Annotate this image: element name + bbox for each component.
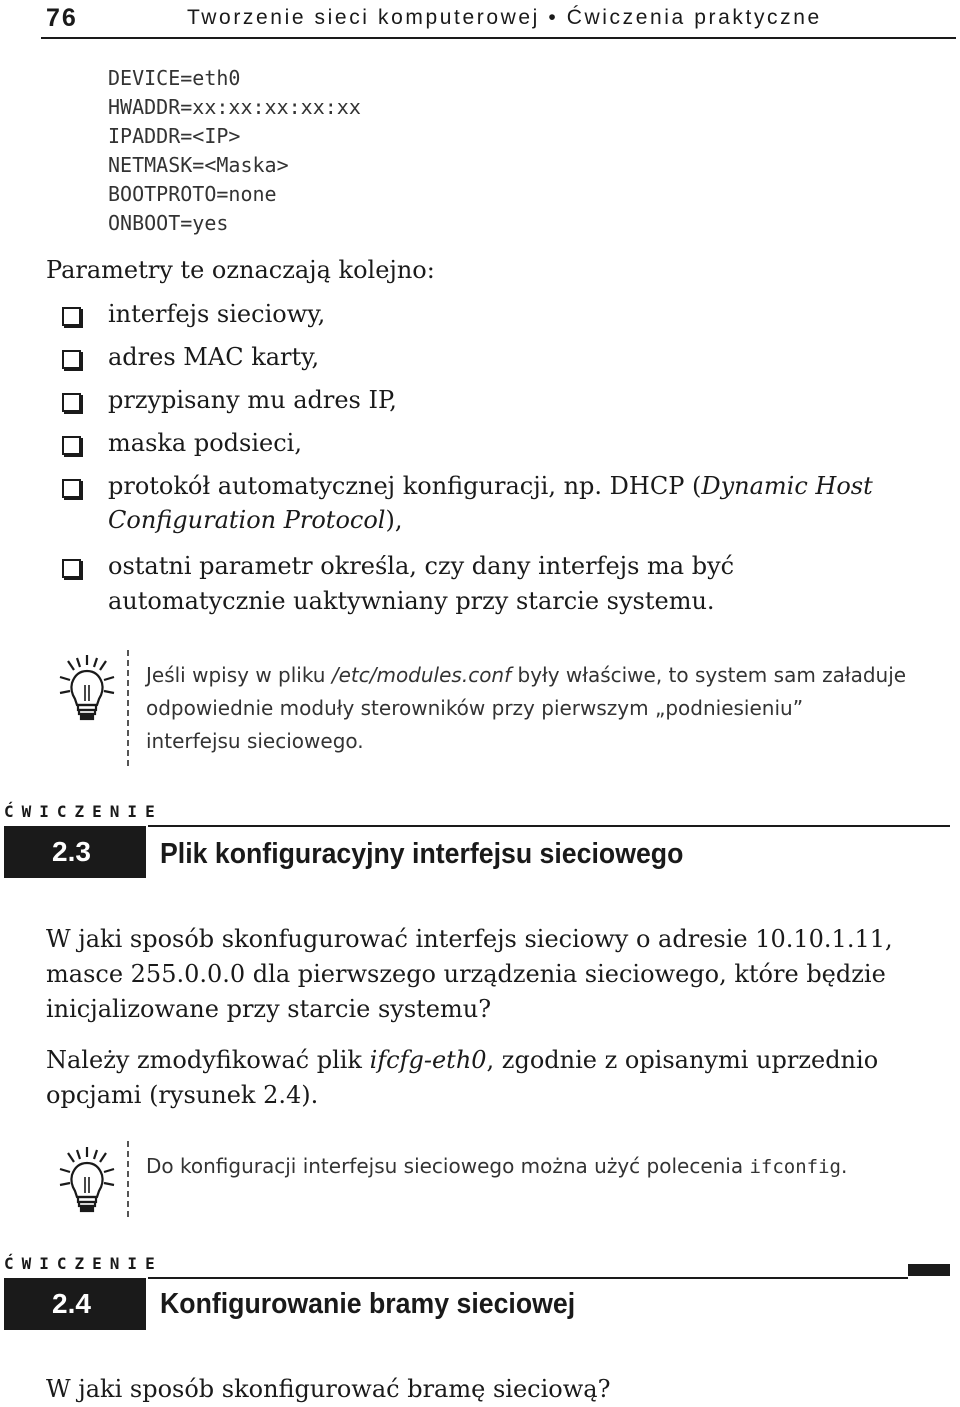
list-item-text: adres MAC karty,	[108, 343, 320, 371]
code-block: DEVICE=eth0 HWADDR=xx:xx:xx:xx:xx IPADDR=<IP> NETMASK=<Maska> BOOTPROTO=none ONBOOT=yes	[108, 66, 361, 235]
checkbox-bullet-icon	[62, 559, 81, 578]
running-head: Tworzenie sieci komputerowej • Ćwiczenia praktyczne	[187, 6, 822, 29]
tip-rule	[127, 650, 129, 766]
header-rule	[41, 37, 956, 39]
list-item-text: przypisany mu adres IP,	[108, 386, 397, 414]
checkbox-bullet-icon	[62, 393, 81, 412]
lightbulb-icon	[58, 653, 116, 721]
exercise-rule-block	[908, 1264, 950, 1276]
checkbox-bullet-icon	[62, 307, 81, 326]
exercise-rule	[148, 825, 950, 827]
exercise-number: 2.3	[52, 836, 91, 867]
tip-rule	[127, 1141, 129, 1217]
exercise-number-block	[4, 1278, 146, 1330]
checkbox-bullet-icon	[62, 436, 81, 455]
tip-text: Jeśli wpisy w pliku /etc/modules.conf były właściwe, to system sam załaduje odpowiednie moduły sterowników przy pierwszym „podniesieniu” interfejsu sieciowego.	[146, 663, 907, 753]
exercise-title: Plik konfiguracyjny interfejsu sieciowego	[160, 838, 684, 870]
list-item-continuation: automatycznie uaktywniany przy starcie systemu.	[108, 587, 715, 615]
exercise-rule	[148, 1277, 908, 1279]
exercise-question: W jaki sposób skonfugurować interfejs sieciowy o adresie 10.10.1.11, masce 255.0.0.0 dla pierwszego urządzenia sieciowego, które będzie inicjalizowane przy starcie systemu?	[46, 925, 893, 1023]
checkbox-bullet-icon	[62, 350, 81, 369]
exercise-number: 2.4	[52, 1288, 91, 1319]
list-item-text: interfejs sieciowy,	[108, 300, 326, 328]
intro-text: Parametry te oznaczają kolejno:	[46, 256, 435, 284]
lightbulb-icon	[58, 1145, 116, 1213]
exercise-title: Konfigurowanie bramy sieciowej	[160, 1288, 576, 1320]
list-item-continuation: Configuration Protocol),	[108, 506, 403, 534]
exercise-label: ĆWICZENIE	[4, 802, 163, 821]
list-item-text: ostatni parametr określa, czy dany interfejs ma być	[108, 552, 735, 580]
exercise-label: ĆWICZENIE	[4, 1254, 163, 1273]
exercise-answer: Należy zmodyfikować plik ifcfg-eth0, zgodnie z opisanymi uprzednio opcjami (rysunek 2.4).	[46, 1046, 879, 1109]
exercise-question: W jaki sposób skonfigurować bramę sieciową?	[46, 1375, 611, 1403]
exercise-number-block	[4, 826, 146, 878]
list-item-text: protokół automatycznej konfiguracji, np. DHCP (Dynamic Host	[108, 472, 873, 500]
tip-text: Do konfiguracji interfejsu sieciowego można użyć polecenia ifconfig.	[146, 1154, 848, 1178]
checkbox-bullet-icon	[62, 479, 81, 498]
list-item-text: maska podsieci,	[108, 429, 302, 457]
page-number: 76	[46, 4, 78, 32]
